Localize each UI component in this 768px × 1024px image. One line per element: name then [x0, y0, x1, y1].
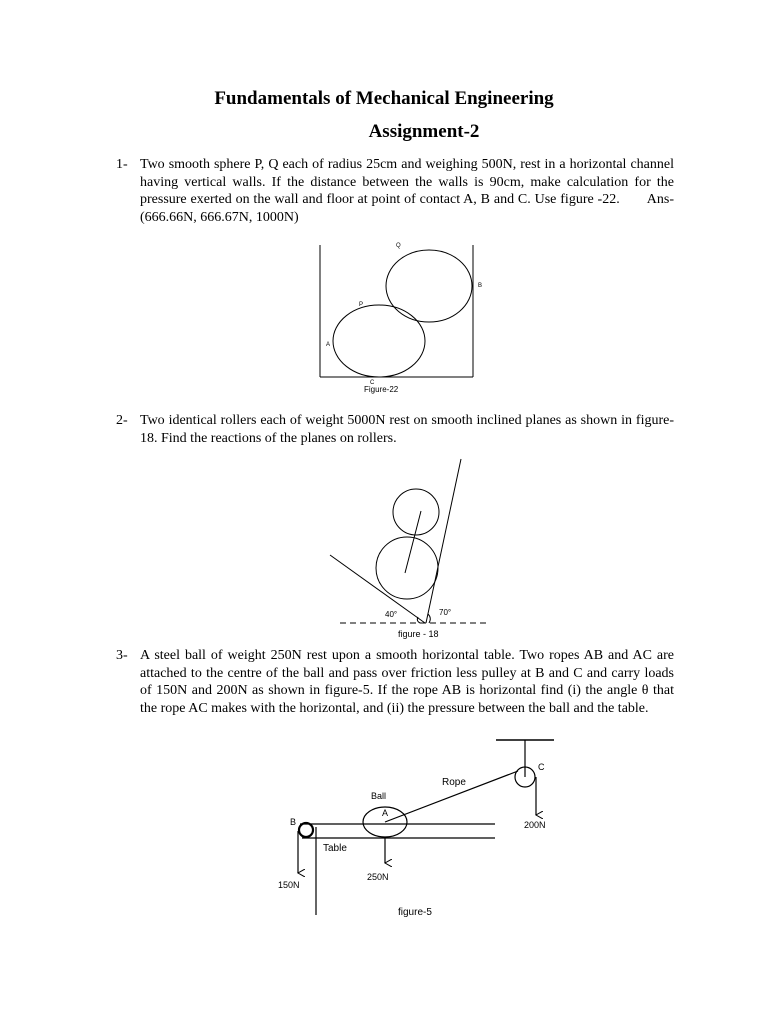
label-250n: 250N	[367, 872, 389, 882]
upper-roller	[393, 489, 439, 535]
figure-22	[300, 235, 500, 405]
centre-line	[405, 511, 421, 573]
angle-70-label: 70°	[439, 608, 452, 617]
label-c: C	[538, 762, 545, 772]
label-a: A	[326, 342, 331, 348]
label-rope: Rope	[442, 777, 466, 788]
assignment-title	[0, 121, 768, 143]
question-text: Two smooth sphere P, Q each of radius 25cm and weighing 500N, rest in a horizontal channel having vertical walls. If the distance between the walls is 90cm, make calculation for the pressure exerted on the wall and floor at point of contact A, B and C. Use figure -22. Ans- (666.66N, 666.67N, 1000N)	[140, 157, 674, 225]
label-q: Q	[396, 243, 401, 249]
figure-5-caption: figure-5	[398, 907, 432, 918]
question-3	[116, 647, 674, 717]
label-150n: 150N	[278, 880, 300, 890]
question-text: A steel ball of weight 250N rest upon a smooth horizontal table. Two ropes AB and AC are attached to the centre of the ball and pass over friction less pulley at B and C and carry loads of 150N and 200N as shown in figure-5. If the rope AB is horizontal find (i) the angle θ that the rope AC makes with the horizontal, and (ii) the pressure between the ball and the table.	[140, 648, 674, 716]
question-number: 1-	[116, 157, 128, 172]
label-table: Table	[323, 843, 347, 854]
question-2	[116, 412, 674, 447]
label-ball: Ball	[371, 791, 387, 801]
label-b: B	[290, 817, 297, 827]
right-incline	[426, 459, 461, 623]
label-p: P	[359, 302, 364, 308]
figure-5	[270, 733, 570, 923]
figure-18-caption: figure - 18	[398, 629, 439, 639]
label-b: B	[478, 283, 483, 289]
question-text: Two identical rollers each of weight 5000N rest on smooth inclined planes as shown in figure- 18. Find the reactions of the planes on rollers.	[140, 413, 674, 446]
sphere-p	[333, 305, 425, 377]
label-c: C	[370, 380, 375, 386]
document-title: Fundamentals of Mechanical Engineering	[214, 88, 554, 109]
angle-arc-right	[428, 614, 430, 623]
question-1	[116, 156, 674, 226]
assignment-title-text: Assignment-2	[368, 121, 480, 142]
question-number: 2-	[116, 413, 128, 428]
label-a: A	[382, 808, 389, 818]
figure-22-caption: Figure-22	[364, 385, 399, 394]
label-200n: 200N	[524, 820, 546, 830]
figure-18	[330, 455, 500, 645]
pulley-b	[299, 823, 313, 837]
lower-roller	[376, 537, 438, 599]
angle-40-label: 40°	[385, 610, 398, 619]
question-number: 3-	[116, 648, 128, 663]
sphere-q	[386, 250, 472, 322]
left-incline	[330, 555, 425, 623]
